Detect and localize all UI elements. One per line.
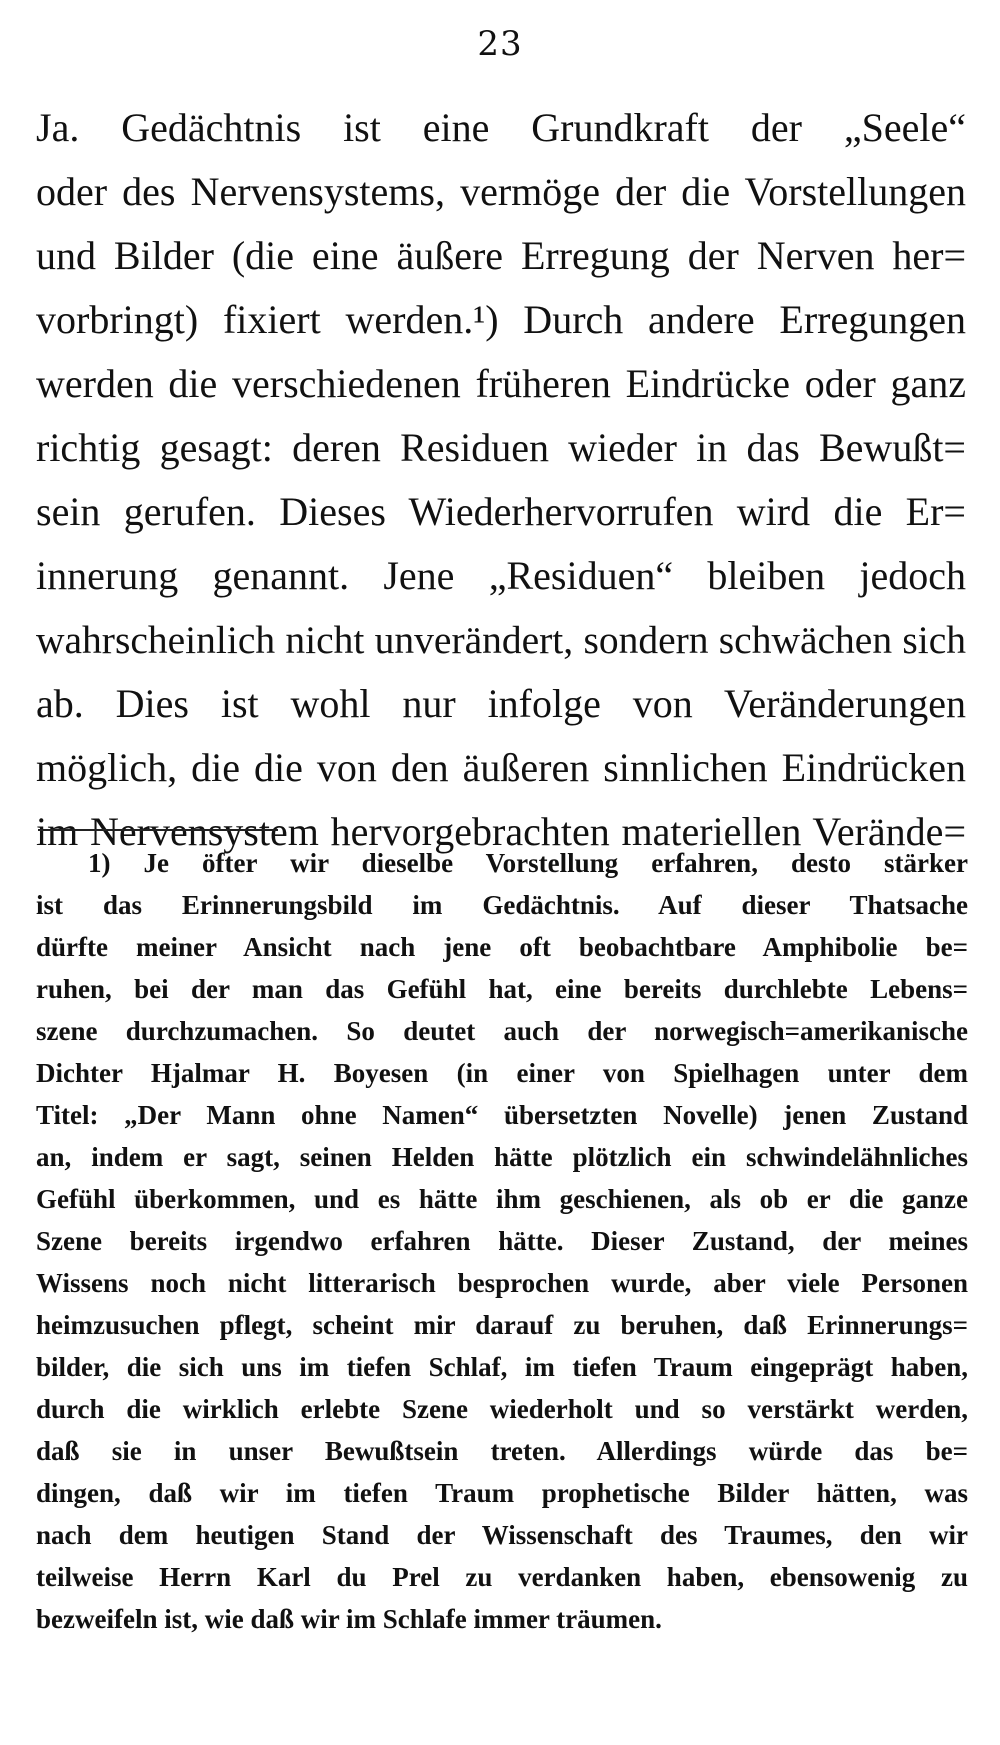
footnote-line: Szene bereits irgendwo erfahren hätte. Dieser Zustand, der meines	[36, 1226, 968, 1256]
text-line: oder des Nervensystems, vermöge der die Vorstellungen	[36, 169, 966, 214]
footnote-line: ist das Erinnerungsbild im Gedächtnis. Auf dieser Thatsache	[36, 890, 968, 920]
page-number: 23	[477, 24, 523, 64]
text-line: wahrscheinlich nicht unverändert, sondern schwächen sich	[36, 618, 966, 662]
text-line: innerung genannt. Jene „Residuen“ bleiben jedoch	[36, 553, 966, 598]
footnote-line: durch die wirklich erlebte Szene wiederholt und so verstärkt werden,	[36, 1394, 968, 1424]
text-line: werden die verschiedenen früheren Eindrücke oder ganz	[36, 361, 966, 406]
footnote-line: Titel: „Der Mann ohne Namen“ übersetzten Novelle) jenen Zustand	[36, 1100, 968, 1130]
text-line: ab. Dies ist wohl nur infolge von Veränderungen	[36, 681, 966, 726]
footnote-line: Gefühl überkommen, und es hätte ihm geschienen, als ob er die ganze	[36, 1184, 968, 1214]
footnote-line: dürfte meiner Ansicht nach jene oft beobachtbare Amphibolie be=	[36, 932, 968, 962]
footnote-line: bezweifeln ist, wie daß wir im Schlafe immer träumen.	[36, 1604, 662, 1634]
footnote-line: teilweise Herrn Karl du Prel zu verdanken haben, ebensowenig zu	[36, 1562, 968, 1592]
footnote-line: Wissens noch nicht litterarisch besprochen wurde, aber viele Personen	[36, 1268, 968, 1298]
footnote-line: an, indem er sagt, seinen Helden hätte plötzlich ein schwindelähnliches	[36, 1142, 968, 1172]
footnote-line: 1) Je öfter wir dieselbe Vorstellung erfahren, desto stärker	[88, 848, 968, 878]
main-text	[36, 96, 966, 864]
text-line: möglich, die die von den äußeren sinnlichen Eindrücken	[36, 745, 966, 790]
text-line: und Bilder (die eine äußere Erregung der Nerven her=	[36, 233, 966, 278]
footnote-line: Dichter Hjalmar H. Boyesen (in einer von Spielhagen unter dem	[36, 1058, 968, 1088]
footnote-line: dingen, daß wir im tiefen Traum prophetische Bilder hätten, was	[36, 1478, 968, 1508]
footnote-line: nach dem heutigen Stand der Wissenschaft des Traumes, den wir	[36, 1520, 968, 1550]
footnote-line: szene durchzumachen. So deutet auch der norwegisch=amerikanische	[36, 1016, 968, 1046]
text-line: Ja. Gedächtnis ist eine Grundkraft der „Seele“	[36, 105, 966, 150]
text-line: richtig gesagt: deren Residuen wieder in das Bewußt=	[36, 425, 966, 470]
footnote-divider	[38, 829, 278, 831]
footnote-line: ruhen, bei der man das Gefühl hat, eine bereits durchlebte Lebens=	[36, 974, 968, 1004]
footnote-line: daß sie in unser Bewußtsein treten. Allerdings würde das be=	[36, 1436, 968, 1466]
text-line: sein gerufen. Dieses Wiederhervorrufen wird die Er=	[36, 489, 966, 534]
text-line: im Nervensystem hervorgebrachten materiellen Verände=	[36, 809, 966, 854]
footnote-block	[36, 842, 968, 1640]
footnote-line: bilder, die sich uns im tiefen Schlaf, im tiefen Traum eingeprägt haben,	[36, 1352, 968, 1382]
footnote-line: heimzusuchen pflegt, scheint mir darauf zu beruhen, daß Erinnerungs=	[36, 1310, 968, 1340]
text-line: vorbringt) fixiert werden.¹) Durch andere Erregungen	[36, 297, 966, 342]
